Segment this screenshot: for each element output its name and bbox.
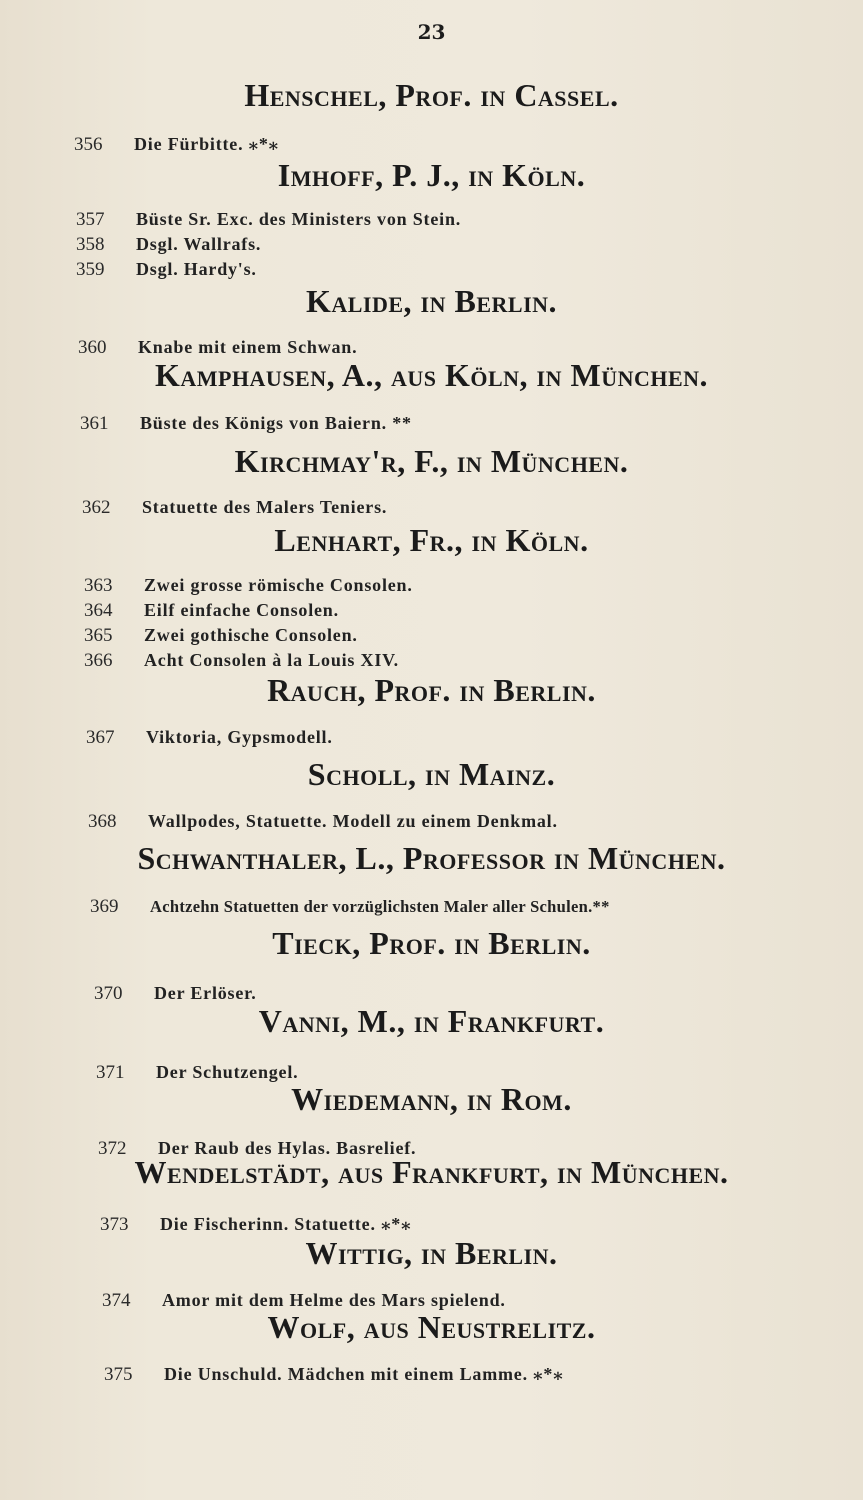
entry-number: 359 bbox=[76, 259, 105, 280]
entry-title: Amor mit dem Helme des Mars spielend. bbox=[162, 1290, 506, 1310]
entry-title: Büste Sr. Exc. des Ministers von Stein. bbox=[136, 209, 462, 229]
artist-heading: Schwanthaler, L., Professor in München. bbox=[137, 840, 726, 876]
artist-heading: Tieck, Prof. in Berlin. bbox=[272, 925, 591, 961]
catalog-entry bbox=[84, 600, 339, 626]
catalog-entry bbox=[76, 234, 261, 260]
entry-number: 368 bbox=[88, 811, 117, 832]
entry-title: Die Fischerinn. Statuette. ⁎*⁎ bbox=[160, 1214, 412, 1234]
catalog-entry bbox=[86, 727, 333, 753]
artist-heading: Wendelstädt, aus Frankfurt, in München. bbox=[134, 1154, 729, 1190]
entry-number: 361 bbox=[80, 413, 109, 434]
entry-title: Viktoria, Gypsmodell. bbox=[146, 727, 333, 747]
entry-title: Die Unschuld. Mädchen mit einem Lamme. ⁎*⁎ bbox=[164, 1364, 564, 1384]
entry-title: Zwei grosse römische Consolen. bbox=[144, 575, 413, 595]
entry-number: 374 bbox=[102, 1290, 131, 1311]
entry-number: 366 bbox=[84, 650, 113, 671]
artist-heading: Lenhart, Fr., in Köln. bbox=[274, 522, 589, 558]
entry-title: Eilf einfache Consolen. bbox=[144, 600, 339, 620]
entry-title: Achtzehn Statuetten der vorzüglichsten Maler aller Schulen.** bbox=[150, 897, 610, 916]
catalog-entry bbox=[76, 259, 257, 285]
entry-number: 369 bbox=[90, 896, 119, 917]
entry-title: Der Raub des Hylas. Basrelief. bbox=[158, 1138, 417, 1158]
entry-number: 362 bbox=[82, 497, 111, 518]
catalog-entry bbox=[88, 811, 558, 837]
entry-title: Die Fürbitte. ⁎*⁎ bbox=[134, 134, 279, 154]
artist-heading: Wiedemann, in Rom. bbox=[291, 1081, 572, 1117]
entry-title: Dsgl. Hardy's. bbox=[136, 259, 257, 279]
entry-number: 360 bbox=[78, 337, 107, 358]
entry-title: Acht Consolen à la Louis XIV. bbox=[144, 650, 399, 670]
entry-number: 364 bbox=[84, 600, 113, 621]
catalog-entry bbox=[84, 625, 358, 651]
page-number: 23 bbox=[417, 20, 446, 44]
entry-title: Dsgl. Wallrafs. bbox=[136, 234, 262, 254]
entry-number: 357 bbox=[76, 209, 105, 230]
catalog-entry bbox=[80, 413, 412, 439]
artist-heading: Kalide, in Berlin. bbox=[305, 283, 558, 319]
entry-number: 370 bbox=[94, 983, 123, 1004]
artist-heading: Imhoff, P. J., in Köln. bbox=[277, 157, 586, 193]
catalog-entry bbox=[76, 209, 461, 235]
entry-number: 365 bbox=[84, 625, 113, 646]
artist-heading: Rauch, Prof. in Berlin. bbox=[267, 672, 596, 708]
entry-number: 367 bbox=[86, 727, 115, 748]
entry-title: Knabe mit einem Schwan. bbox=[138, 337, 358, 357]
catalog-entry bbox=[84, 575, 413, 601]
entry-title: Statuette des Malers Teniers. bbox=[142, 497, 388, 517]
artist-heading: Kirchmay'r, F., in München. bbox=[234, 443, 629, 479]
entry-number: 358 bbox=[76, 234, 105, 255]
artist-heading: Wittig, in Berlin. bbox=[305, 1235, 558, 1271]
entry-title: Der Erlöser. bbox=[154, 983, 257, 1003]
entry-title: Wallpodes, Statuette. Modell zu einem Denkmal. bbox=[148, 811, 558, 831]
catalog-entry bbox=[90, 896, 610, 922]
artist-heading: Wolf, aus Neustrelitz. bbox=[267, 1309, 596, 1345]
entry-number: 363 bbox=[84, 575, 113, 596]
entry-number: 372 bbox=[98, 1138, 127, 1159]
entry-number: 373 bbox=[100, 1214, 129, 1235]
entry-number: 371 bbox=[96, 1062, 125, 1083]
artist-heading: Henschel, Prof. in Cassel. bbox=[244, 77, 619, 113]
catalog-entry bbox=[82, 497, 387, 523]
artist-heading: Vanni, M., in Frankfurt. bbox=[258, 1003, 605, 1039]
entry-title: Der Schutzengel. bbox=[156, 1062, 299, 1082]
entry-title: Zwei gothische Consolen. bbox=[144, 625, 358, 645]
artist-heading: Kamphausen, A., aus Köln, in München. bbox=[154, 357, 709, 393]
entry-number: 356 bbox=[74, 134, 103, 155]
entry-title: Büste des Königs von Baiern. ** bbox=[140, 413, 412, 433]
entry-number: 375 bbox=[104, 1364, 133, 1385]
catalog-entry bbox=[104, 1364, 563, 1390]
artist-heading: Scholl, in Mainz. bbox=[307, 756, 556, 792]
